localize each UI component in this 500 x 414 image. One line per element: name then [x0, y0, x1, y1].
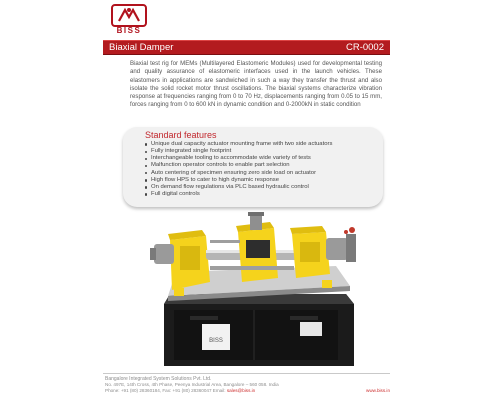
biss-logo	[111, 4, 147, 36]
logo-wordmark: BISS	[116, 26, 142, 35]
feature-item: Fully integrated single footprint	[145, 148, 380, 155]
features-heading: Standard features	[145, 130, 217, 140]
product-code: CR-0002	[345, 42, 384, 53]
feature-item: Interchangeable tooling to accommodate wide variety of tests	[145, 155, 380, 162]
feature-item: Full digital controls	[145, 191, 380, 198]
features-list	[145, 141, 380, 198]
footer-website-link[interactable]: www.biss.in	[366, 388, 390, 393]
footer-phone-fax: Phone: +91 (80) 28360184, Fax: +91 (80) 28360047 Email:	[105, 388, 227, 393]
machine-brand-label: BISS	[209, 338, 223, 344]
feature-item: High flow HPS to cater to high dynamic response	[145, 177, 380, 184]
feature-item: Auto centering of specimen ensuring zero side load on actuator	[145, 170, 380, 177]
footer-email-link[interactable]: sales@biss.in	[226, 388, 256, 393]
footer-divider	[103, 373, 390, 374]
footer-address: No. 497E, 14th Cross, 4th Phase, Peenya Industrial Area, Bangalore – 560 058. India	[105, 382, 279, 387]
feature-item: Malfunction operator controls to enable part selection	[145, 162, 380, 169]
footer-contact	[105, 388, 390, 394]
product-title: Biaxial Damper	[109, 42, 174, 53]
biss-logo-mark	[111, 4, 147, 27]
footer	[105, 376, 390, 394]
feature-item: Unique dual capacity actuator mounting frame with two side actuators	[145, 141, 380, 148]
machine-photo	[150, 212, 362, 368]
product-description: Biaxial test rig for MEMs (Multilayered Elastomeric Modules) used for developmental testing and quality assurance of elastomeric interfaces used in the launch vehicles. These elastomers in applications are sandwiched in such a way they transfer the thrust and also isolate the solid rocket motor thrust oscillations. The biaxial systems characterize vibration response at frequencies ranging from 0 to 70 Hz, displacements ranging from 0.05 to 15 mm, forces ranging from 0 to 600 kN in dynamic condition and 0-2000kN in static condition	[130, 60, 382, 109]
title-bar	[103, 40, 390, 54]
feature-item: On demand flow regulations via PLC based hydraulic control	[145, 184, 380, 191]
standard-features-box	[123, 127, 383, 207]
footer-company: Bangalore Integrated System Solutions Pvt. Ltd.	[105, 376, 212, 382]
